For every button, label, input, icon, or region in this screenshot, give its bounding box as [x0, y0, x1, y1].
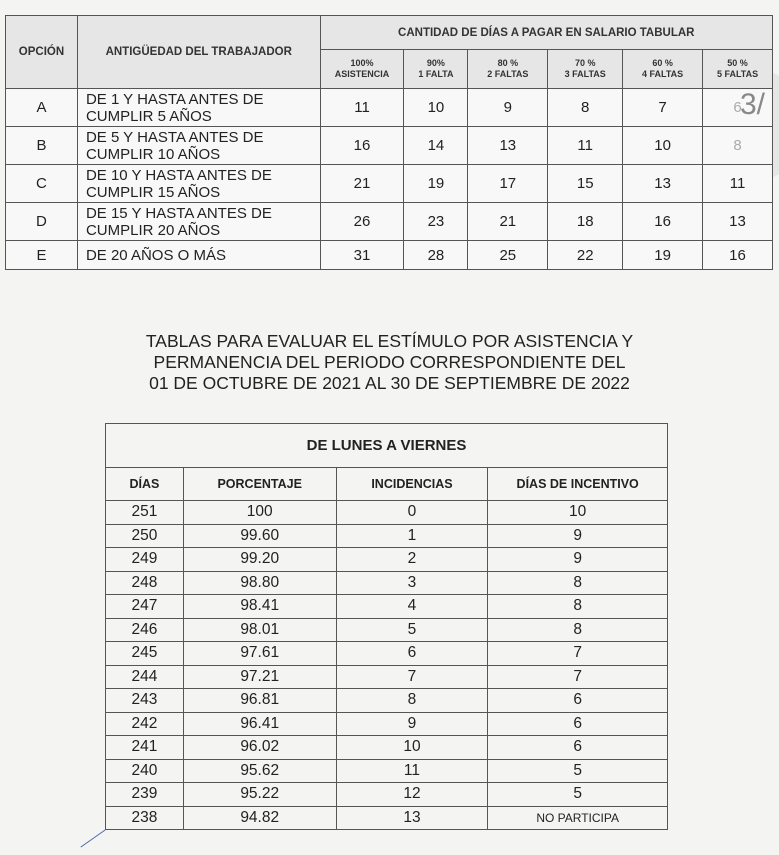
table-title: DE LUNES A VIERNES — [106, 424, 668, 468]
table-row — [106, 618, 668, 642]
days-cell: 25 — [468, 241, 548, 270]
seniority-line: DE 5 Y HASTA ANTES DE — [85, 128, 264, 146]
sub-header-line: 3 FALTAS — [564, 69, 606, 79]
header-days-group: CANTIDAD DE DÍAS A PAGAR EN SALARIO TABULAR — [320, 16, 772, 50]
table-row — [6, 89, 773, 127]
percentage-cell: 95.22 — [183, 783, 336, 807]
table-row — [106, 595, 668, 619]
incidents-cell: 7 — [336, 665, 488, 689]
option-cell: E — [6, 241, 78, 270]
days-cell: 22 — [548, 241, 623, 270]
table-row — [6, 241, 773, 270]
days-cell: 246 — [106, 618, 184, 642]
days-cell: 7 — [623, 89, 703, 127]
sub-header-line: 1 FALTA — [418, 69, 454, 79]
seniority-cell — [77, 127, 320, 165]
sub-header-line: 90% — [426, 58, 445, 68]
sub-header-line: 2 FALTAS — [487, 69, 529, 79]
sub-header-line: 80 % — [497, 58, 519, 68]
days-cell: 23 — [404, 203, 468, 241]
seniority-cell — [77, 203, 320, 241]
table-row — [106, 501, 668, 525]
incentive-cell: 9 — [488, 548, 668, 572]
days-cell: 13 — [703, 203, 773, 241]
percentage-cell: 96.81 — [183, 689, 336, 713]
sub-header — [404, 50, 468, 89]
pen-stroke — [80, 829, 105, 847]
incidents-cell: 5 — [336, 618, 488, 642]
incidents-cell: 4 — [336, 595, 488, 619]
incentive-cell: 7 — [488, 665, 668, 689]
days-cell: 15 — [548, 165, 623, 203]
seniority-line: DE 10 Y HASTA ANTES DE — [85, 166, 272, 184]
watermark: 3/ — [740, 88, 766, 121]
incidents-cell: 10 — [336, 736, 488, 760]
days-cell: 8 — [703, 127, 773, 165]
percentage-cell: 95.62 — [183, 759, 336, 783]
table-row — [6, 127, 773, 165]
sub-header-line: 4 FALTAS — [642, 69, 684, 79]
incidents-cell: 6 — [336, 642, 488, 666]
sub-header — [320, 50, 404, 89]
incentive-cell: 6 — [488, 689, 668, 713]
table-row — [106, 736, 668, 760]
days-cell: 11 — [320, 89, 404, 127]
header-incidents: INCIDENCIAS — [336, 468, 488, 501]
seniority-payment-table — [5, 15, 773, 270]
percentage-cell: 100 — [183, 501, 336, 525]
days-cell: 16 — [703, 241, 773, 270]
days-cell: 10 — [404, 89, 468, 127]
incentive-cell: 8 — [488, 618, 668, 642]
table-row — [106, 548, 668, 572]
incentive-cell: 7 — [488, 642, 668, 666]
seniority-line: CUMPLIR 10 AÑOS — [85, 145, 221, 163]
days-cell: 245 — [106, 642, 184, 666]
days-cell: 14 — [404, 127, 468, 165]
table-row — [106, 806, 668, 830]
sub-header — [623, 50, 703, 89]
days-cell: 19 — [404, 165, 468, 203]
days-cell: 17 — [468, 165, 548, 203]
seniority-cell — [77, 241, 320, 270]
days-cell: 8 — [548, 89, 623, 127]
days-cell: 239 — [106, 783, 184, 807]
sub-header-line: 70 % — [574, 58, 596, 68]
header-incentive-days: DÍAS DE INCENTIVO — [488, 468, 668, 501]
section-title — [0, 331, 779, 394]
incentive-cell: NO PARTICIPA — [488, 806, 668, 830]
title-line: 01 DE OCTUBRE DE 2021 AL 30 DE SEPTIEMBRE DE 2022 — [149, 373, 630, 393]
days-cell: 238 — [106, 806, 184, 830]
incidents-cell: 13 — [336, 806, 488, 830]
seniority-line: DE 1 Y HASTA ANTES DE — [85, 90, 264, 108]
days-cell: 248 — [106, 571, 184, 595]
sub-header-line: 60 % — [652, 58, 673, 68]
option-cell: B — [6, 127, 78, 165]
days-cell: 249 — [106, 548, 184, 572]
header-option: OPCIÓN — [6, 16, 78, 89]
percentage-cell: 99.20 — [183, 548, 336, 572]
table-row — [106, 712, 668, 736]
incidents-cell: 2 — [336, 548, 488, 572]
option-cell: A — [6, 89, 78, 127]
incidents-cell: 0 — [336, 501, 488, 525]
days-cell: 18 — [548, 203, 623, 241]
days-cell: 241 — [106, 736, 184, 760]
incidents-cell: 3 — [336, 571, 488, 595]
table-row — [6, 165, 773, 203]
incentive-cell: 9 — [488, 524, 668, 548]
incidents-cell: 9 — [336, 712, 488, 736]
option-cell: D — [6, 203, 78, 241]
days-cell: 13 — [623, 165, 703, 203]
incidents-cell: 12 — [336, 783, 488, 807]
incentive-cell: 10 — [488, 501, 668, 525]
title-line: TABLAS PARA EVALUAR EL ESTÍMULO POR ASISTENCIA Y — [145, 331, 634, 351]
days-cell: 11 — [703, 165, 773, 203]
seniority-cell — [77, 89, 320, 127]
table-row — [106, 571, 668, 595]
days-cell: 240 — [106, 759, 184, 783]
days-cell: 243 — [106, 689, 184, 713]
incentive-cell: 5 — [488, 759, 668, 783]
days-cell: 11 — [548, 127, 623, 165]
percentage-cell: 96.41 — [183, 712, 336, 736]
incentive-cell: 6 — [488, 712, 668, 736]
sub-header-line: 100% — [350, 58, 374, 68]
incidents-cell: 8 — [336, 689, 488, 713]
days-cell: 16 — [320, 127, 404, 165]
sub-header-line: ASISTENCIA — [334, 69, 390, 79]
sub-header-line: 50 % — [727, 58, 748, 68]
incidents-cell: 1 — [336, 524, 488, 548]
percentage-cell: 94.82 — [183, 806, 336, 830]
incentive-cell: 5 — [488, 783, 668, 807]
title-line: PERMANENCIA DEL PERIODO CORRESPONDIENTE DEL — [153, 352, 626, 372]
incentive-cell: 6 — [488, 736, 668, 760]
days-cell: 6 — [703, 89, 773, 127]
table-row — [106, 665, 668, 689]
table-row — [106, 759, 668, 783]
table-row — [106, 689, 668, 713]
sub-header-line: 5 FALTAS — [716, 69, 759, 79]
days-cell: 13 — [468, 127, 548, 165]
seniority-line: DE 15 Y HASTA ANTES DE — [85, 204, 272, 222]
days-cell: 26 — [320, 203, 404, 241]
table-row — [106, 783, 668, 807]
table-row — [6, 203, 773, 241]
percentage-cell: 98.01 — [183, 618, 336, 642]
incentive-cell: 8 — [488, 595, 668, 619]
seniority-line: CUMPLIR 15 AÑOS — [85, 183, 221, 201]
seniority-line: CUMPLIR 5 AÑOS — [85, 107, 212, 125]
days-cell: 31 — [320, 241, 404, 270]
sub-header — [548, 50, 623, 89]
sub-header — [703, 50, 773, 89]
days-cell: 242 — [106, 712, 184, 736]
table-row — [106, 642, 668, 666]
days-cell: 21 — [468, 203, 548, 241]
percentage-cell: 99.60 — [183, 524, 336, 548]
percentage-cell: 96.02 — [183, 736, 336, 760]
percentage-cell: 97.21 — [183, 665, 336, 689]
days-cell: 9 — [468, 89, 548, 127]
days-cell: 247 — [106, 595, 184, 619]
percentage-cell: 98.41 — [183, 595, 336, 619]
days-cell: 244 — [106, 665, 184, 689]
days-cell: 251 — [106, 501, 184, 525]
incidents-cell: 11 — [336, 759, 488, 783]
header-percentage: PORCENTAJE — [183, 468, 336, 501]
days-cell: 19 — [623, 241, 703, 270]
days-cell: 28 — [404, 241, 468, 270]
table-row — [106, 524, 668, 548]
seniority-line: DE 20 AÑOS O MÁS — [85, 246, 226, 264]
seniority-cell — [77, 165, 320, 203]
days-cell: 10 — [623, 127, 703, 165]
days-cell: 21 — [320, 165, 404, 203]
header-days: DÍAS — [106, 468, 184, 501]
incentive-table — [105, 423, 668, 830]
incentive-cell: 8 — [488, 571, 668, 595]
option-cell: C — [6, 165, 78, 203]
days-cell: 250 — [106, 524, 184, 548]
sub-header — [468, 50, 548, 89]
header-seniority: ANTIGÜEDAD DEL TRABAJADOR — [77, 16, 320, 89]
percentage-cell: 98.80 — [183, 571, 336, 595]
days-cell: 16 — [623, 203, 703, 241]
percentage-cell: 97.61 — [183, 642, 336, 666]
seniority-line: CUMPLIR 20 AÑOS — [85, 221, 221, 239]
